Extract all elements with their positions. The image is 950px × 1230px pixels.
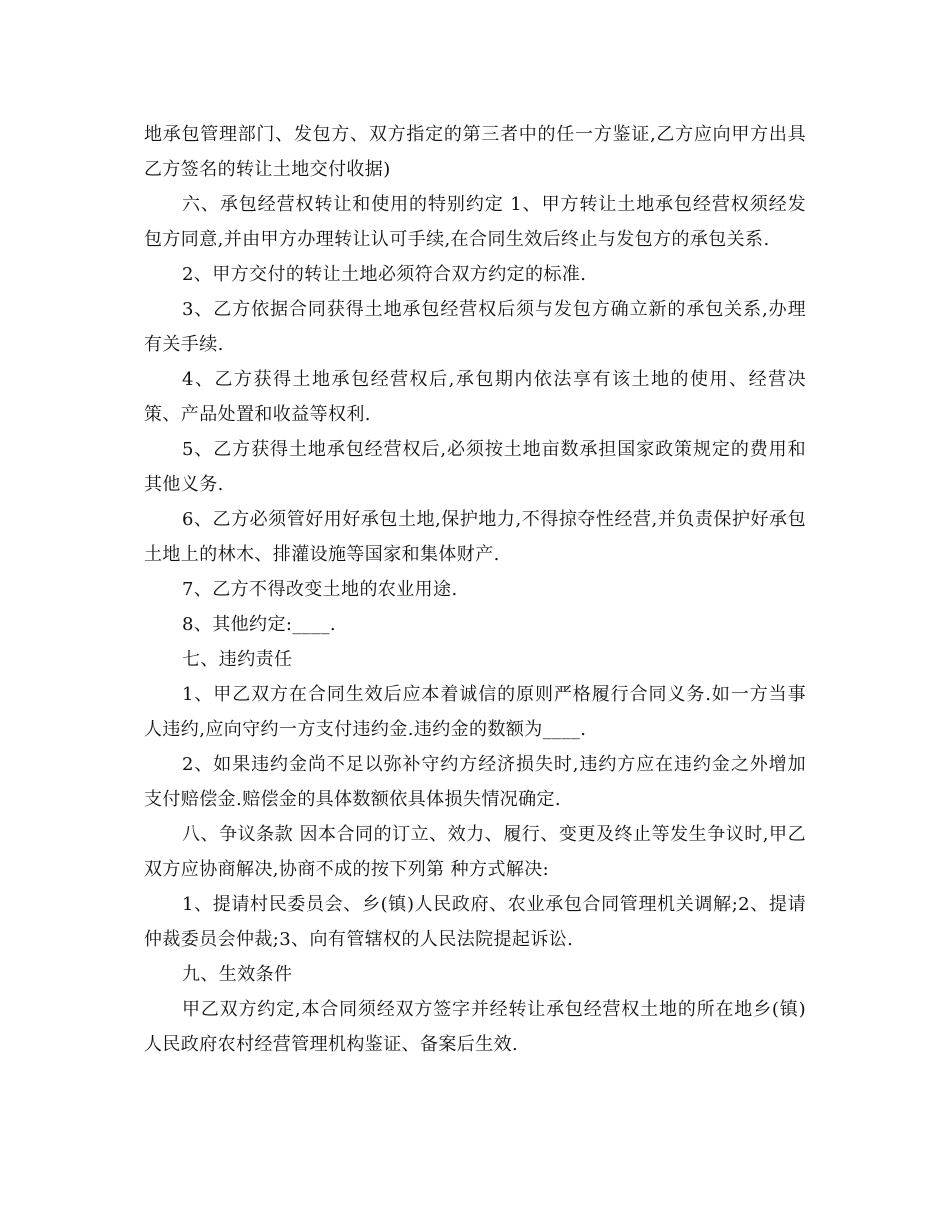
paragraph-9-effect: 甲乙双方约定,本合同须经双方签字并经转让承包经营权土地的所在地乡(镇)人民政府农村经营管理机构鉴证、备案后生效. — [144, 999, 806, 1055]
paragraph-6-8: 8、其他约定:____. — [182, 614, 337, 635]
paragraph-6-2: 2、甲方交付的转让土地必须符合双方约定的标准. — [182, 264, 587, 285]
paragraph-6-7: 7、乙方不得改变土地的农业用途. — [182, 579, 458, 600]
paragraph-section-6: 六、承包经营权转让和使用的特别约定 1、甲方转让土地承包经营权须经发包方同意,并由甲方办理转让认可手续,在合同生效后终止与发包方的承包关系. — [144, 194, 806, 250]
paragraph-continuation: 地承包管理部门、发包方、双方指定的第三者中的任一方鉴证,乙方应向甲方出具乙方签名的转让土地交付收据) — [144, 124, 806, 180]
paragraph-8-options: 1、提请村民委员会、乡(镇)人民政府、农业承包合同管理机关调解;2、提请仲裁委员会仲裁;3、向有管辖权的人民法院提起诉讼. — [144, 894, 806, 950]
paragraph-7-2: 2、如果违约金尚不足以弥补守约方经济损失时,违约方应在违约金之外增加支付赔偿金.赔偿金的具体数额依具体损失情况确定. — [144, 754, 806, 810]
section-heading-7: 七、违约责任 — [182, 649, 293, 670]
paragraph-6-6: 6、乙方必须管好用好承包土地,保护地力,不得掠夺性经营,并负责保护好承包土地上的林木、排灌设施等国家和集体财产. — [144, 509, 806, 565]
paragraph-6-5: 5、乙方获得土地承包经营权后,必须按土地亩数承担国家政策规定的费用和其他义务. — [144, 439, 806, 495]
paragraph-7-1: 1、甲乙双方在合同生效后应本着诚信的原则严格履行合同义务.如一方当事人违约,应向守约一方支付违约金.违约金的数额为____. — [144, 684, 806, 740]
paragraph-6-4: 4、乙方获得土地承包经营权后,承包期内依法享有该土地的使用、经营决策、产品处置和收益等权利. — [144, 369, 806, 425]
section-heading-9: 九、生效条件 — [182, 964, 293, 985]
paragraph-section-8: 八、争议条款 因本合同的订立、效力、履行、变更及终止等发生争议时,甲乙双方应协商解决,协商不成的按下列第 种方式解决: — [144, 824, 806, 880]
paragraph-6-3: 3、乙方依据合同获得土地承包经营权后须与发包方确立新的承包关系,办理有关手续. — [144, 299, 806, 355]
document-body — [144, 117, 806, 1062]
